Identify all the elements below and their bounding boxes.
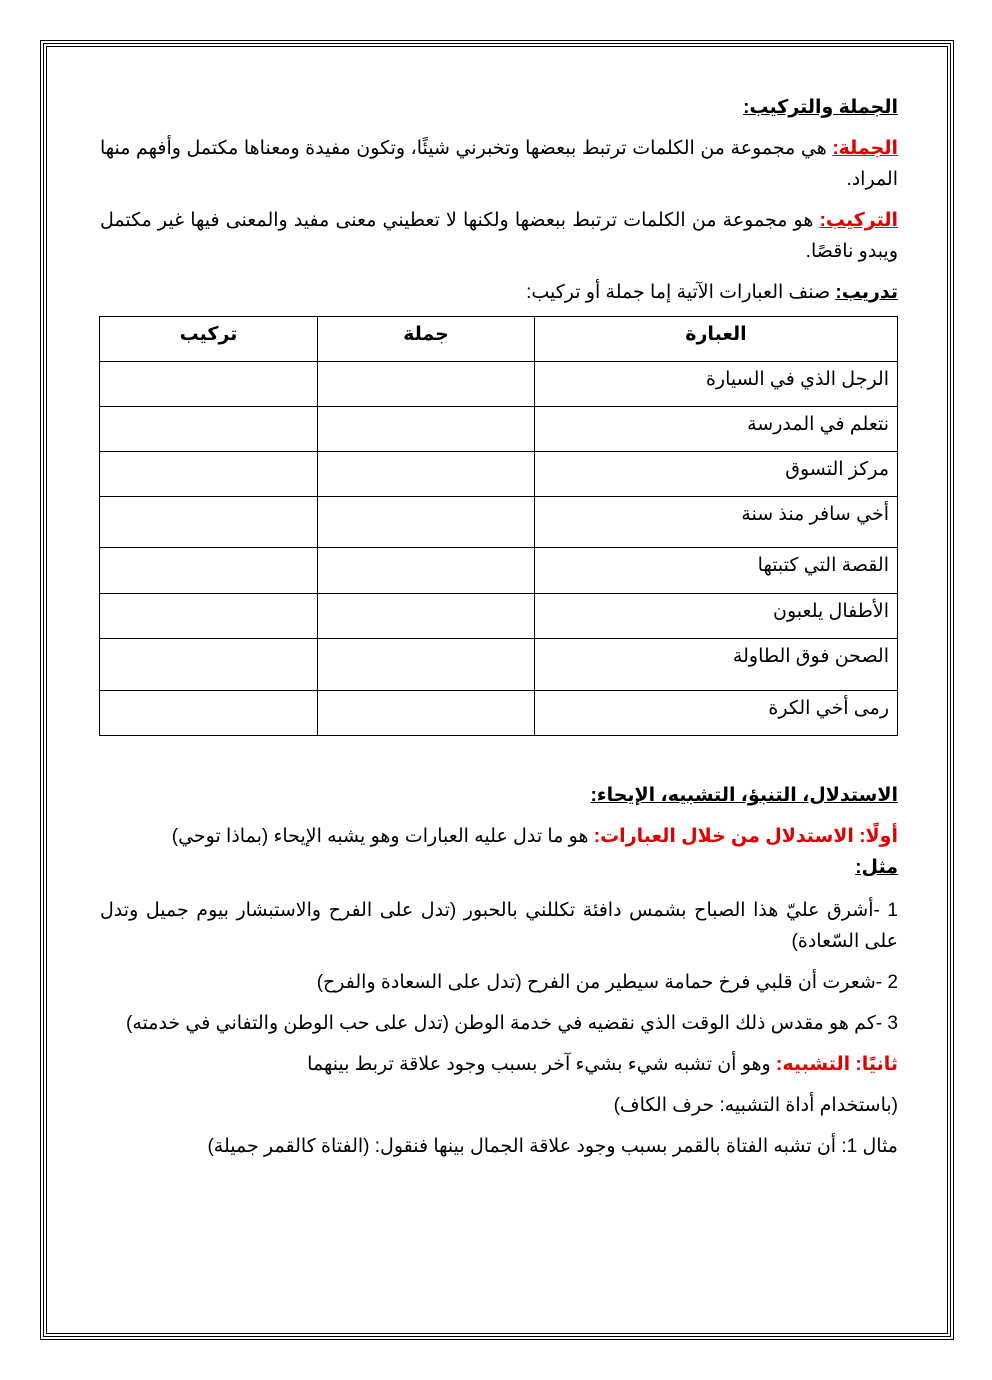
exercise-term: تدريب:: [835, 282, 898, 303]
classification-table: [99, 316, 898, 736]
section-title-inference: الاستدلال، التنبؤ، التشبيه، الإيحاء:: [590, 785, 898, 806]
phrase-cell[interactable]: [100, 407, 318, 452]
table-row: [100, 639, 898, 691]
phrase-cell[interactable]: [100, 594, 318, 639]
example-item: 3 -كم هو مقدس ذلك الوقت الذي نقضيه في خدمة الوطن (تدل على حب الوطن والتفاني في خدمته): [126, 1013, 898, 1034]
table-row: [100, 594, 898, 639]
row-text: مركز التسوق: [535, 452, 898, 497]
table-row: [100, 691, 898, 736]
table-header-row: [100, 317, 898, 362]
phrase-cell[interactable]: [100, 691, 318, 736]
sentence-cell[interactable]: [318, 452, 535, 497]
phrase-cell[interactable]: [100, 452, 318, 497]
phrase-cell[interactable]: [100, 548, 318, 594]
inference-definition-text: هو ما تدل عليه العبارات وهو يشبه الإيحاء (بماذا توحي): [171, 826, 594, 847]
row-text: الرجل الذي في السيارة: [535, 362, 898, 407]
example-item: 2 -شعرت أن قلبي فرخ حمامة سيطير من الفرح (تدل على السعادة والفرح): [316, 972, 898, 993]
sentence-cell[interactable]: [318, 362, 535, 407]
phrase-term: التركيب:: [819, 210, 898, 231]
header-sentence: جملة: [318, 317, 535, 362]
sentence-cell[interactable]: [318, 639, 535, 691]
phrase-cell[interactable]: [100, 639, 318, 691]
row-text: أخي سافر منذ سنة: [535, 497, 898, 548]
phrase-definition: [100, 205, 898, 267]
sentence-cell[interactable]: [318, 594, 535, 639]
sentence-term: الجملة:: [832, 138, 898, 159]
row-text: الأطفال يلعبون: [535, 594, 898, 639]
simile-example: مثال 1: أن تشبه الفتاة بالقمر بسبب وجود علاقة الجمال بينها فنقول: (الفتاة كالقمر جميلة): [207, 1136, 898, 1157]
example-label: مثل:: [855, 857, 898, 878]
simile-tool-note: (باستخدام أداة التشبيه: حرف الكاف): [613, 1095, 898, 1116]
sentence-definition-text: هي مجموعة من الكلمات ترتبط ببعضها وتخبرني شيئًا، وتكون مفيدة ومعناها مكتمل وأفهم منها المراد.: [100, 138, 898, 190]
sentence-definition: [100, 133, 898, 195]
sentence-cell[interactable]: [318, 548, 535, 594]
table-row: [100, 497, 898, 548]
header-phrase-text: العبارة: [535, 317, 898, 362]
table-row: [100, 452, 898, 497]
sentence-cell[interactable]: [318, 691, 535, 736]
inference-definition: [100, 821, 898, 852]
example-item: 1 -أشرق عليّ هذا الصباح بشمس دافئة تكللني بالحبور (تدل على الفرح والاستبشار بيوم جميل وتدل على السّعادة): [100, 900, 898, 952]
phrase-definition-text: هو مجموعة من الكلمات ترتبط ببعضها ولكنها لا تعطيني معنى مفيد والمعنى فيها غير مكتمل ويبدو ناقصًا.: [100, 210, 898, 262]
row-text: الصحن فوق الطاولة: [535, 639, 898, 691]
header-phrase: تركيب: [100, 317, 318, 362]
row-text: رمى أخي الكرة: [535, 691, 898, 736]
phrase-cell[interactable]: [100, 362, 318, 407]
sentence-cell[interactable]: [318, 497, 535, 548]
section-title-sentence-phrase: الجملة والتركيب:: [743, 97, 898, 118]
simile-definition-text: وهو أن تشبه شيء بشيء آخر بسبب وجود علاقة تربط بينهما: [307, 1054, 776, 1075]
document-body: [100, 92, 898, 1172]
exercise-instruction: [100, 277, 898, 308]
row-text: نتعلم في المدرسة: [535, 407, 898, 452]
row-text: القصة التي كتبتها: [535, 548, 898, 594]
simile-definition: [100, 1049, 898, 1080]
simile-term: ثانيًا: التشبيه:: [776, 1054, 898, 1075]
table-row: [100, 407, 898, 452]
table-row: [100, 362, 898, 407]
sentence-cell[interactable]: [318, 407, 535, 452]
inference-term: أولًا: الاستدلال من خلال العبارات:: [593, 826, 898, 847]
exercise-text: صنف العبارات الآتية إما جملة أو تركيب:: [526, 282, 836, 303]
phrase-cell[interactable]: [100, 497, 318, 548]
table-row: [100, 548, 898, 594]
